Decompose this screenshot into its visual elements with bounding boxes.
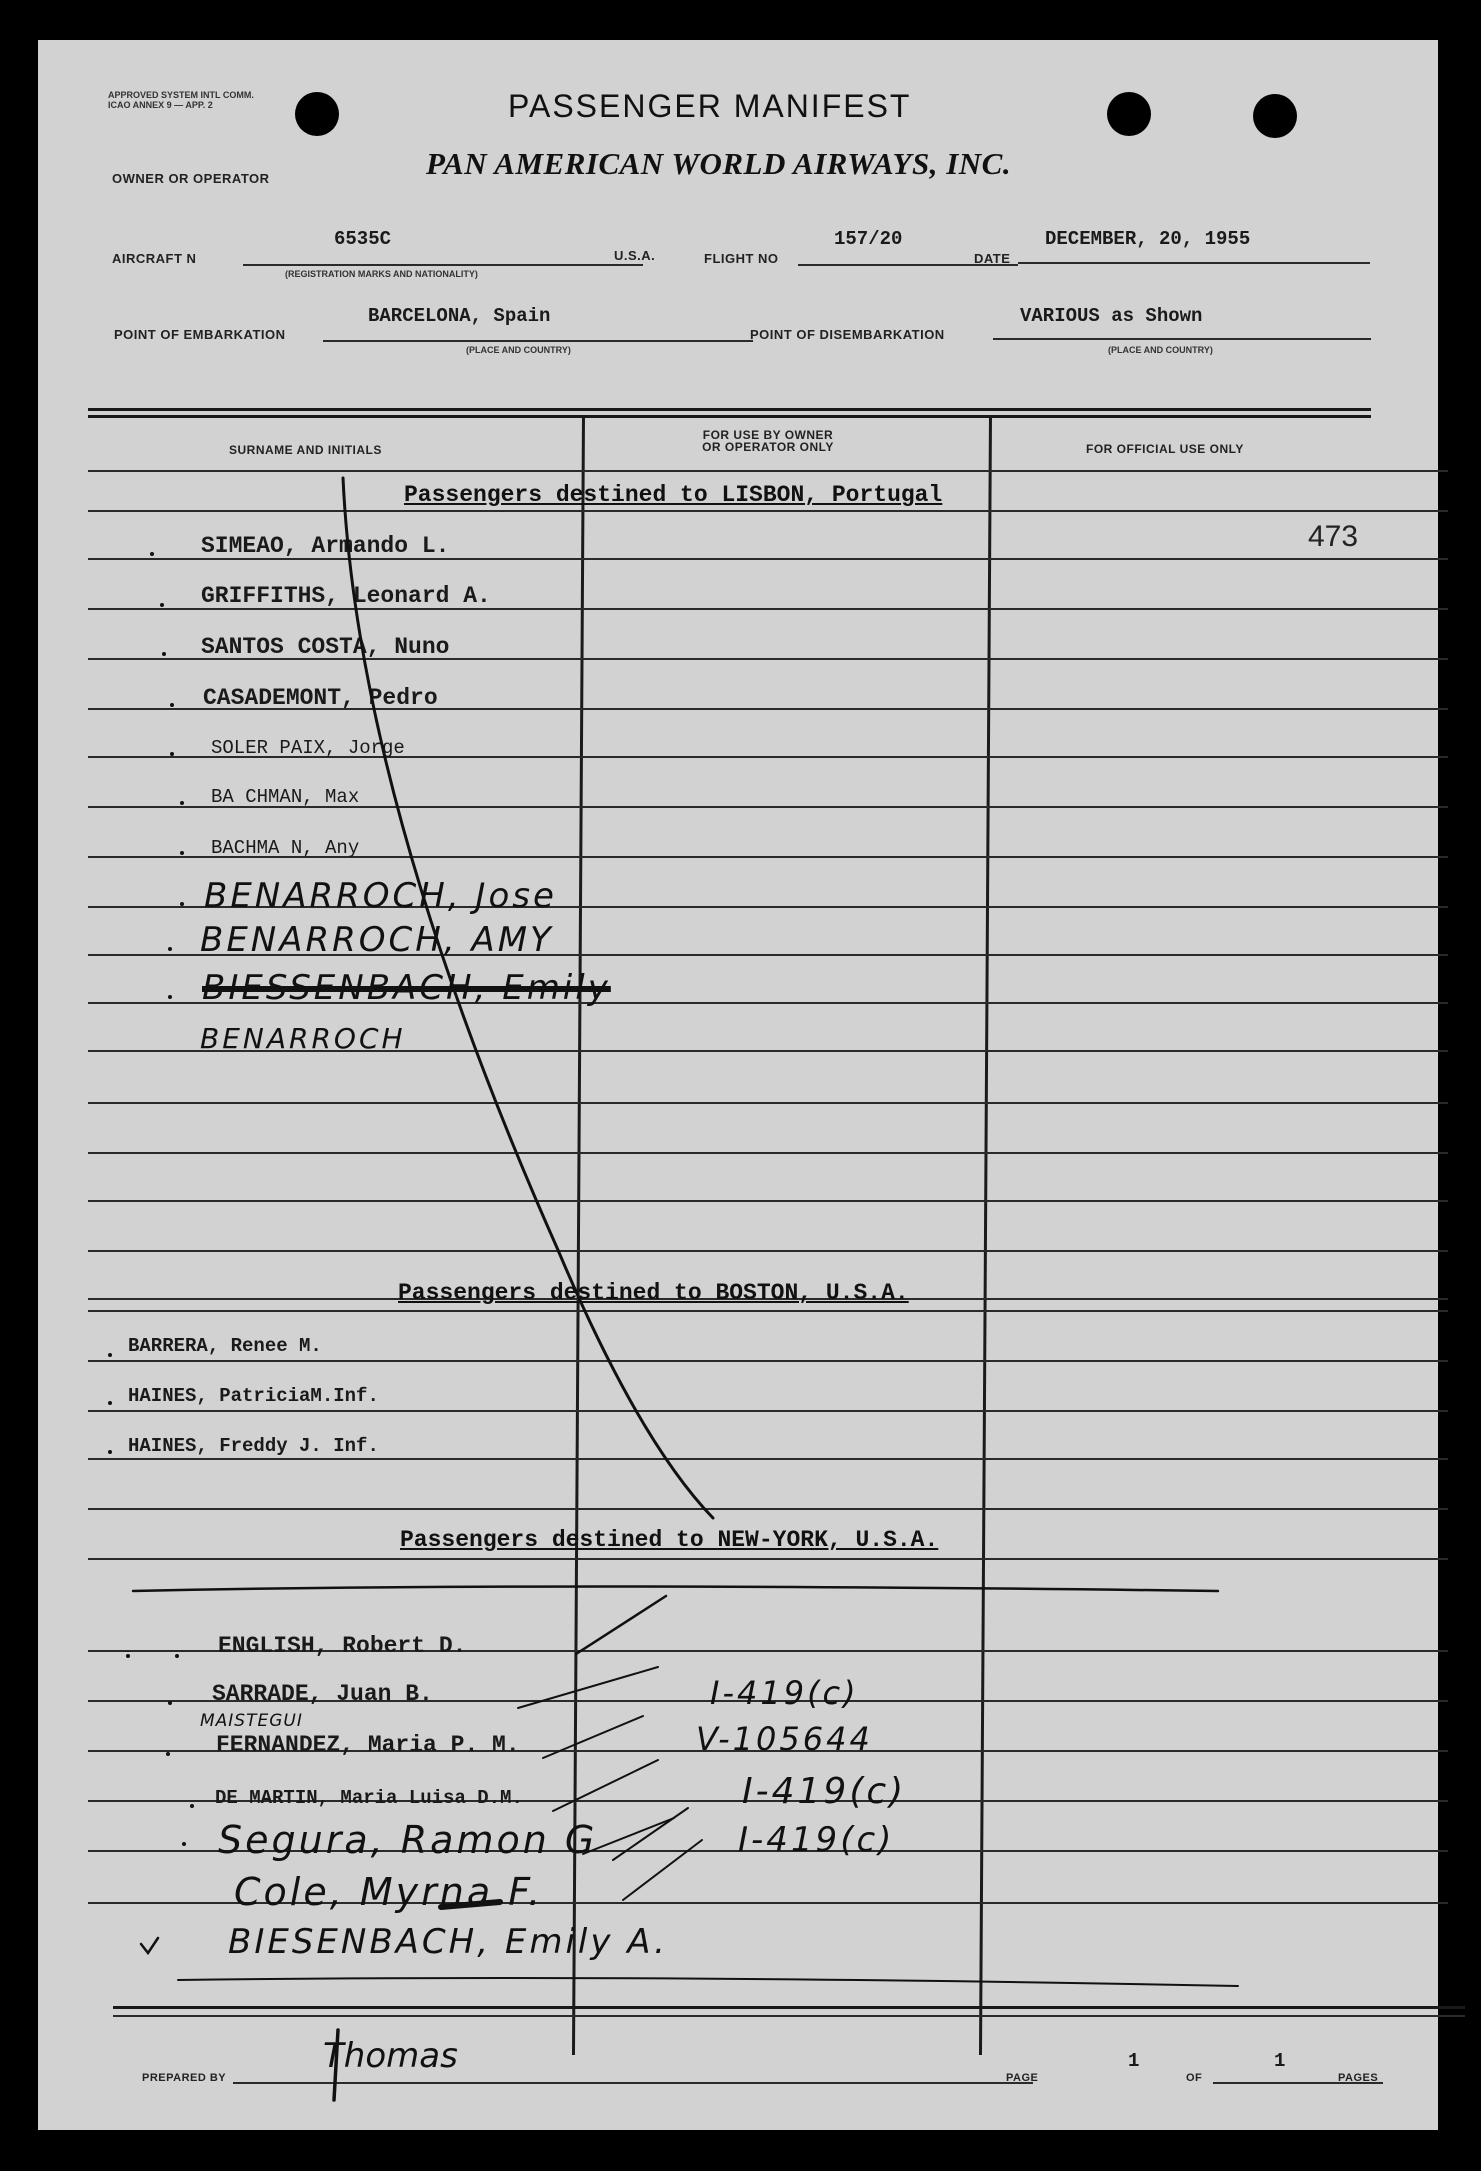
- passenger-fernandez: FERNANDEZ, Maria P. M.: [216, 1732, 520, 1758]
- signature-flourish: [334, 2030, 338, 2100]
- page-number: 1: [1128, 2050, 1140, 2072]
- prepared-by-label: PREPARED BY: [142, 2072, 227, 2084]
- bullet-dot: [170, 703, 174, 707]
- visa-code-4: I-419(c): [738, 1820, 895, 1860]
- passenger-santos-costa: SANTOS COSTA, Nuno: [201, 634, 450, 660]
- approval-stamp: APPROVED SYSTEM INTL COMM. ICAO ANNEX 9 — APP. 2: [108, 90, 254, 110]
- check-line-newyork-2: [518, 1667, 658, 1708]
- bullet-dot: [108, 1450, 112, 1454]
- disembarkation-sublabel: (PLACE AND COUNTRY): [1108, 345, 1213, 355]
- passenger-griffiths: GRIFFITHS, Leonard A.: [201, 583, 491, 609]
- passenger-bachman-any: BACHMA N, Any: [211, 837, 360, 859]
- total-pages: 1: [1274, 2050, 1286, 2072]
- passenger-english: ENGLISH, Robert D.: [218, 1633, 467, 1659]
- bullet-dot: [150, 552, 154, 556]
- bullet-dot: [126, 1654, 130, 1658]
- section-lisbon: Passengers destined to LISBON, Portugal: [404, 482, 943, 508]
- embarkation-sublabel: (PLACE AND COUNTRY): [466, 345, 571, 355]
- owner-label: OWNER OR OPERATOR: [112, 171, 270, 186]
- of-label: OF: [1186, 2072, 1203, 2084]
- passenger-benarroch-3: BENARROCH: [200, 1022, 406, 1055]
- passenger-soler-paix: SOLER PAIX, Jorge: [211, 737, 405, 759]
- curve-newyork-top: [133, 1587, 1218, 1592]
- check-line-lisbon-boston: [343, 478, 713, 1518]
- bullet-dot: [168, 947, 172, 951]
- embarkation-value: BARCELONA, Spain: [368, 305, 551, 327]
- page-title: PASSENGER MANIFEST: [508, 88, 912, 124]
- disembarkation-label: POINT OF DISEMBARKATION: [750, 327, 945, 342]
- check-line-newyork-6: [613, 1808, 688, 1860]
- embarkation-label: POINT OF EMBARKATION: [114, 327, 286, 342]
- check-mark-biesenbach: [141, 1938, 158, 1953]
- visa-code-3: I-419(c): [742, 1771, 907, 1812]
- col-header-owner-use: FOR USE BY OWNER OR OPERATOR ONLY: [702, 428, 834, 454]
- bullet-dot: [160, 603, 164, 607]
- date-value: DECEMBER, 20, 1955: [1045, 228, 1251, 250]
- preparer-signature: Thomas: [323, 2036, 458, 2076]
- page-label: PAGE: [1006, 2072, 1039, 2084]
- strike-bert: [441, 1902, 500, 1907]
- passenger-segura: Segura, Ramon G: [218, 1818, 598, 1862]
- passenger-haines-freddy: HAINES, Freddy J. Inf.: [128, 1435, 379, 1457]
- check-line-newyork-7: [623, 1840, 702, 1900]
- check-line-newyork-3: [543, 1716, 643, 1758]
- passenger-simeao: SIMEAO, Armando L.: [201, 533, 450, 559]
- bullet-dot: [162, 652, 166, 656]
- bullet-dot: [180, 801, 184, 805]
- disembarkation-value: VARIOUS as Shown: [1020, 305, 1203, 327]
- aircraft-sublabel: (REGISTRATION MARKS AND NATIONALITY): [285, 269, 478, 279]
- flight-value: 157/20: [834, 228, 903, 250]
- bullet-dot: [175, 1654, 179, 1658]
- section-boston: Passengers destined to BOSTON, U.S.A.: [398, 1280, 909, 1306]
- flight-label: FLIGHT NO: [704, 251, 779, 266]
- passenger-benarroch-jose: BENARROCH, Jose: [204, 876, 557, 916]
- section-newyork: Passengers destined to NEW-YORK, U.S.A.: [400, 1527, 939, 1553]
- passenger-biessenbach-struck: BIESSENBACH, Emily: [202, 968, 611, 1008]
- passenger-sarrade: SARRADE, Juan B.: [212, 1681, 433, 1707]
- annotation-maistegui: MAISTEGUI: [200, 1711, 303, 1731]
- passenger-casademont: CASADEMONT, Pedro: [203, 685, 438, 711]
- col-header-surname: SURNAME AND INITIALS: [229, 443, 382, 457]
- bullet-dot: [180, 851, 184, 855]
- bullet-dot: [166, 1752, 170, 1756]
- date-label: DATE: [974, 251, 1011, 266]
- col-header-official-use: FOR OFFICIAL USE ONLY: [1086, 442, 1244, 456]
- passenger-barrera: BARRERA, Renee M.: [128, 1335, 322, 1357]
- bullet-dot: [108, 1353, 112, 1357]
- airline-name: PAN AMERICAN WORLD AIRWAYS, INC.: [426, 146, 1012, 181]
- bullet-dot: [170, 752, 174, 756]
- passenger-benarroch-amy: BENARROCH, AMY: [200, 920, 554, 960]
- aircraft-value: 6535C: [334, 228, 392, 250]
- visa-code-2: V-105644: [696, 1720, 873, 1758]
- passenger-bachman-max: BA CHMAN, Max: [211, 786, 360, 808]
- manifest-page: [38, 40, 1438, 2130]
- passenger-de-martin: DE MARTIN, Maria Luisa D.M.: [215, 1787, 523, 1809]
- usa-label: U.S.A.: [614, 248, 656, 263]
- bullet-dot: [168, 1701, 172, 1705]
- curve-newyork-bottom: [178, 1978, 1238, 1986]
- passenger-cole: Cole, Myrna F.: [234, 1870, 544, 1914]
- aircraft-label: AIRCRAFT N: [112, 251, 197, 266]
- handwritten-strokes: [38, 40, 1438, 2130]
- visa-code-1: I-419(c): [710, 1674, 859, 1712]
- official-number: 473: [1308, 520, 1359, 553]
- passenger-biesenbach: BIESENBACH, Emily A.: [228, 1922, 668, 1962]
- pages-label: PAGES: [1338, 2072, 1379, 2084]
- bullet-dot: [190, 1804, 194, 1808]
- bullet-dot: [168, 995, 172, 999]
- passenger-haines-patricia: HAINES, PatriciaM.Inf.: [128, 1385, 379, 1407]
- check-line-newyork-4: [553, 1760, 658, 1811]
- bullet-dot: [108, 1401, 112, 1405]
- check-line-newyork-1: [576, 1596, 666, 1654]
- bullet-dot: [182, 1842, 186, 1846]
- bullet-dot: [180, 902, 184, 906]
